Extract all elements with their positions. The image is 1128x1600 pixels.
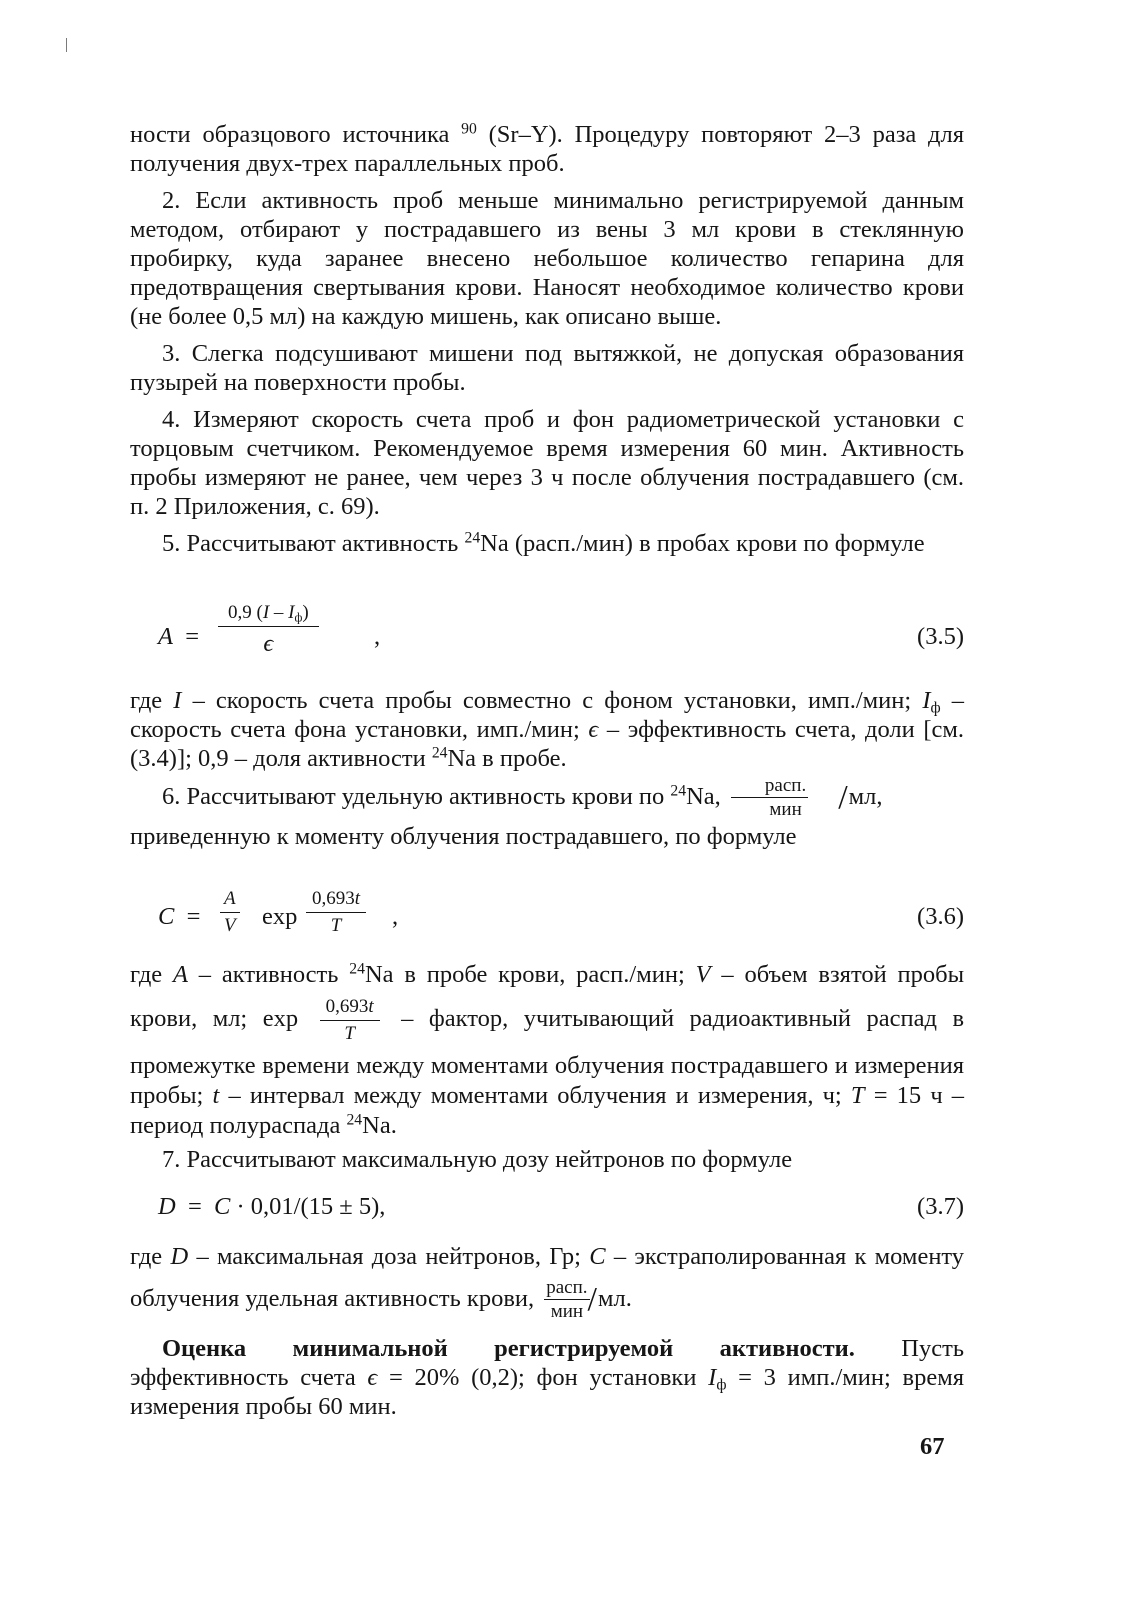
paragraph-4: 4. Измеряют скорость счета проб и фон радиометрической установки с торцовым счетчиком. Рекомендуемое время измерения 60 мин. Активность пробы измеряют не ранее, чем через 3 ч после облучения пострадавшего (см. п. 2 Приложения, с. 69). <box>130 406 964 520</box>
eq-comma: , <box>374 623 381 650</box>
text-run: 6. Рассчитывают удельную активность крови по <box>162 783 665 810</box>
var-eps: ϵ <box>588 716 599 743</box>
text-run: где <box>130 687 163 714</box>
text-run: где <box>130 961 163 988</box>
text-run: 0,693 <box>312 888 355 909</box>
var-A: A <box>173 961 188 988</box>
equation-3-6 <box>130 880 964 952</box>
equation-number: (3.5) <box>917 623 964 650</box>
paragraph-estimate <box>130 1334 964 1421</box>
subscript: ф <box>294 610 303 625</box>
var-I: I <box>288 602 295 623</box>
eq-sign: = <box>186 903 201 930</box>
unit-fraction <box>731 776 808 820</box>
text-run: (Sr–Y). Процедуру повторяют 2–3 раза для получения двух-трех параллельных проб. <box>130 121 964 177</box>
text-run: мл, <box>848 783 883 810</box>
fraction-denominator <box>218 627 319 658</box>
text-run: Na в пробе. <box>447 745 567 772</box>
eq-lhs: A <box>158 623 173 650</box>
var-D: D <box>158 1193 176 1220</box>
isotope-sup: 24 <box>431 744 448 762</box>
var-T: T <box>330 915 342 936</box>
var-t: t <box>212 1082 220 1109</box>
text-run: Пусть эффективность счета <box>130 1335 964 1391</box>
text-run: – скорость счета фона установки, имп./мин; <box>130 687 964 743</box>
var-V: V <box>695 961 711 988</box>
unit-fraction <box>544 1278 589 1322</box>
exp-label: exp <box>262 903 298 930</box>
text-block-where-1 <box>130 686 964 773</box>
text-run: Na в пробе крови, расп./мин; <box>364 961 685 988</box>
eq-comma: , <box>392 903 399 930</box>
text-block-where-3 <box>130 1236 964 1322</box>
text-run: – максимальная доза нейтронов, Гр; <box>196 1243 581 1270</box>
text-block-top <box>130 120 964 558</box>
equation-3-7 <box>130 1190 964 1224</box>
var-eps: ϵ <box>367 1364 378 1391</box>
var-D: D <box>170 1243 189 1270</box>
fraction-A-V <box>220 888 240 937</box>
paragraph-where-1 <box>130 686 964 773</box>
fraction-numerator <box>306 888 366 913</box>
var-C: C <box>589 1243 606 1270</box>
paragraph-where-2 <box>130 960 964 1141</box>
text-run: = 15 ч – период полураспада <box>130 1082 965 1139</box>
var-C: C <box>214 1193 231 1220</box>
inline-fraction <box>320 996 380 1045</box>
equation-3-5 <box>130 600 964 672</box>
text-run: – эффективность счета, доли [см. (3.4)]; 0,9 – доля активности <box>130 716 965 772</box>
eq-sign: = <box>185 623 200 650</box>
eq-lhs: C <box>158 903 175 930</box>
paragraph-1 <box>130 120 964 178</box>
text-run: мл. <box>598 1285 632 1312</box>
unit-denominator: мин <box>550 1301 584 1323</box>
eq-rest: · 0,01/(15 ± 5), <box>236 1193 386 1220</box>
eq-sign: = <box>187 1193 202 1220</box>
var-t: t <box>354 888 361 909</box>
text-run: – скорость счета пробы совместно с фоном установки, имп./мин; <box>192 687 912 714</box>
var-I: I <box>708 1364 717 1391</box>
var-t: t <box>368 996 374 1017</box>
text-run: ности образцового источника <box>130 121 450 148</box>
isotope-sup: 24 <box>670 782 687 800</box>
paragraph-2: 2. Если активность проб меньше минимально регистрируемой данным методом, отбирают у пострадавшего из вены 3 мл крови в стеклянную пробирку, куда заранее внесено небольшое количество гепарина для предотвращения свертывания крови. Наносят необходимое количество крови (не более 0,5 мл) на каждую мишень, как описано выше. <box>130 187 964 330</box>
isotope-sup: 24 <box>346 1111 363 1129</box>
text-run: – экстраполированная к моменту облучения удельная активность крови, <box>130 1243 965 1312</box>
fraction-exponent <box>306 888 366 937</box>
text-run: – объем взятой пробы крови, мл; <box>130 961 965 1033</box>
equation-number: (3.7) <box>917 1193 964 1220</box>
scan-mark <box>66 38 67 52</box>
text-run: ) <box>302 602 309 623</box>
paragraph-7: 7. Рассчитывают максимальную дозу нейтронов по формуле <box>162 1146 793 1173</box>
fraction-denominator <box>320 1021 380 1045</box>
text-run: – активность <box>198 961 339 988</box>
var-eps: ϵ <box>263 630 274 657</box>
subscript: ф <box>716 1376 727 1394</box>
text-run: – <box>269 602 289 623</box>
var-I: I <box>173 687 182 714</box>
text-run: – интервал между моментами облучения и измерения, ч; <box>228 1082 842 1109</box>
fraction-numerator <box>320 996 380 1021</box>
text-block-6 <box>130 776 964 851</box>
text-run: – фактор, учитывающий радиоактивный распад в промежутке времени между моментами облучения пострадавшего и измерения пробы; <box>130 1005 965 1109</box>
var-T: T <box>850 1082 865 1109</box>
fraction-numerator <box>218 602 319 627</box>
text-block-estimate <box>130 1334 964 1421</box>
var-I: I <box>262 602 270 623</box>
unit-slash: / <box>838 779 848 817</box>
fraction-numerator <box>220 888 240 913</box>
text-run: Na, <box>686 783 721 810</box>
page-number: 67 <box>920 1433 945 1460</box>
var-I: I <box>922 687 931 714</box>
equation-number: (3.6) <box>917 903 964 930</box>
text-run: (расп./мин) в пробах крови по формуле <box>514 530 925 557</box>
isotope-sup: 24 <box>464 529 481 547</box>
subscript: ф <box>930 699 941 717</box>
exp-label: exp <box>262 1005 299 1033</box>
text-run: 0,693 <box>325 996 369 1017</box>
paragraph-6 <box>130 776 964 820</box>
bold-heading: Оценка минимальной регистрируемой активности. <box>162 1335 855 1362</box>
text-run: 5. Рассчитывают активность <box>162 530 459 557</box>
text-run: 0,9 ( <box>228 602 263 623</box>
var-T: T <box>344 1023 355 1044</box>
unit-slash: / <box>587 1281 597 1319</box>
paragraph-where-3 <box>130 1236 964 1322</box>
eq-fraction <box>218 602 319 658</box>
fraction-denominator <box>306 913 366 937</box>
unit-numerator: расп. <box>731 776 808 798</box>
text-run: Na. <box>362 1112 397 1139</box>
paragraph-5 <box>130 529 964 558</box>
text-run: = 20% (0,2); фон установки <box>388 1364 697 1391</box>
paragraph-3: 3. Слегка подсушивают мишени под вытяжкой, не допуская образования пузырей на поверхности пробы. <box>130 340 964 396</box>
text-run: = 3 имп./мин; время измерения пробы 60 мин. <box>130 1364 964 1420</box>
na-symbol: Na <box>480 530 509 557</box>
text-block-where-2 <box>130 960 964 1174</box>
var-A: A <box>224 888 236 909</box>
isotope-sup: 24 <box>349 960 365 978</box>
text-run: где <box>130 1243 163 1270</box>
unit-numerator: расп. <box>546 1277 588 1299</box>
fraction-denominator <box>220 913 240 937</box>
unit-denominator: мин <box>769 799 802 821</box>
isotope-sup: 90 <box>461 120 477 138</box>
var-V: V <box>224 915 236 936</box>
paragraph-6-cont: приведенную к моменту облучения пострадавшего, по формуле <box>130 823 797 851</box>
